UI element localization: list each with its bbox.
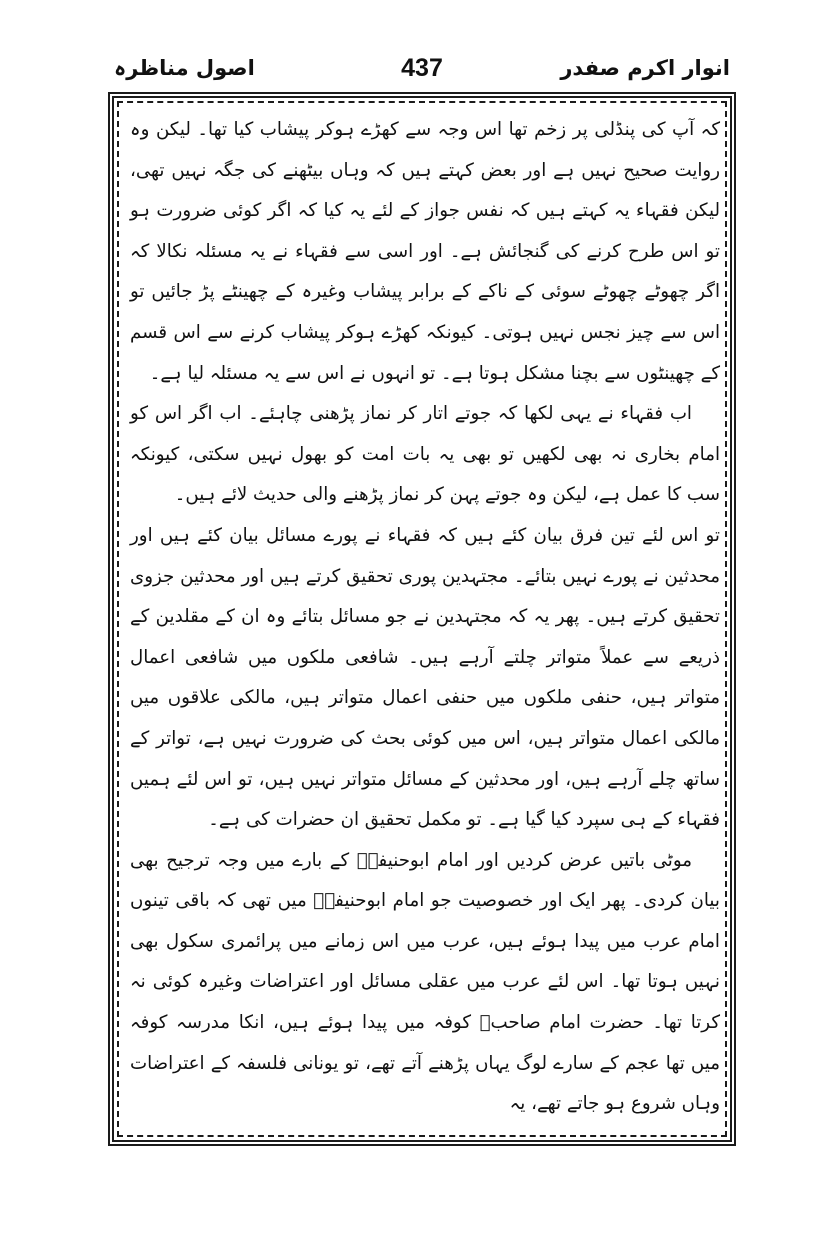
book-title: انوار اکرم صفدر	[560, 56, 730, 80]
page-number: 437	[401, 54, 443, 82]
paragraph-4: موٹی باتیں عرض کردیں اور امام ابوحنیفہؒ کے بارے میں وجہ ترجیح بھی بیان کردی۔ پھر ایک اور خصوصیت جو امام ابوحنیفہؒ میں تھی کہ باقی تینوں امام عرب میں پیدا ہوئے ہیں، عرب میں اس زمانے میں پرائمری سکول بھی نہیں ہوتا تھا۔ اس لئے عرب میں عقلی مسائل اور اعتراضات وغیرہ کوئی نہ کرتا تھا۔ حضرت امام صاحبؒ کوفہ میں پیدا ہوئے ہیں، انکا مدرسہ کوفہ میں تھا عجم کے سارے لوگ یہاں پڑھنے آتے تھے، تو یونانی فلسفہ کے اعتراضات وہاں شروع ہو جاتے تھے، یہ	[130, 849, 720, 1115]
chapter-title: اصول مناظرہ	[114, 56, 255, 80]
body-text	[130, 110, 720, 1125]
paragraph-1: کہ آپ کی پنڈلی پر زخم تھا اس وجہ سے کھڑے ہوکر پیشاب کیا تھا۔ لیکن وہ روایت صحیح نہیں ہے اور بعض کہتے ہیں کہ وہاں بیٹھنے کی جگہ نہیں تھی، لیکن فقہاء یہ کہتے ہیں کہ نفس جواز کے لئے یہ کیا کہ اگر کوئی ضرورت ہو تو اس طرح کرنے کی گنجائش ہے۔ اور اسی سے فقہاء نے یہ مسئلہ نکالا کہ اگر چھوٹے چھوٹے سوئی کے ناکے کے برابر پیشاب وغیرہ کے چھینٹے پڑ جائیں تو اس سے چیز نجس نہیں ہوتی۔ کیونکہ کھڑے ہوکر پیشاب کرنے سے اس قسم کے چھینٹوں سے بچنا مشکل ہوتا ہے۔ تو انہوں نے اس سے یہ مسئلہ لیا ہے۔	[130, 119, 720, 384]
paragraph-2: اب فقہاء نے یہی لکھا کہ جوتے اتار کر نماز پڑھنی چاہئے۔ اب اگر اس کو امام بخاری نہ بھی لکھیں تو بھی یہ بات امت کو بھول نہیں سکتی، کیونکہ سب کا عمل ہے، لیکن وہ جوتے پہن کر نماز پڑھنے والی حدیث لائے ہیں۔	[130, 403, 720, 506]
page-border-frame	[108, 92, 736, 1146]
paragraph-3: تو اس لئے تین فرق بیان کئے ہیں کہ فقہاء نے پورے مسائل بیان کئے ہیں اور محدثین نے پورے نہیں بتائے۔ مجتہدین پوری تحقیق کرتے ہیں اور محدثین جزوی تحقیق کرتے ہیں۔ پھر یہ کہ مجتہدین نے جو مسائل بتائے وہ ان کے مقلدین کے ذریعے سے عملاً متواتر چلتے آرہے ہیں۔ شافعی ملکوں میں شافعی اعمال متواتر ہیں، حنفی ملکوں میں حنفی اعمال متواتر ہیں، مالکی علاقوں میں مالکی اعمال متواتر ہیں، اس میں کوئی بحث کی ضرورت نہیں ہے، تواتر کے ساتھ چلے آرہے ہیں، اور محدثین کے مسائل متواتر نہیں ہیں، تو اس لئے ہمیں فقہاء کے ہی سپرد کیا گیا ہے۔ تو مکمل تحقیق ان حضرات کی ہے۔	[130, 524, 720, 831]
page-header	[108, 52, 736, 90]
